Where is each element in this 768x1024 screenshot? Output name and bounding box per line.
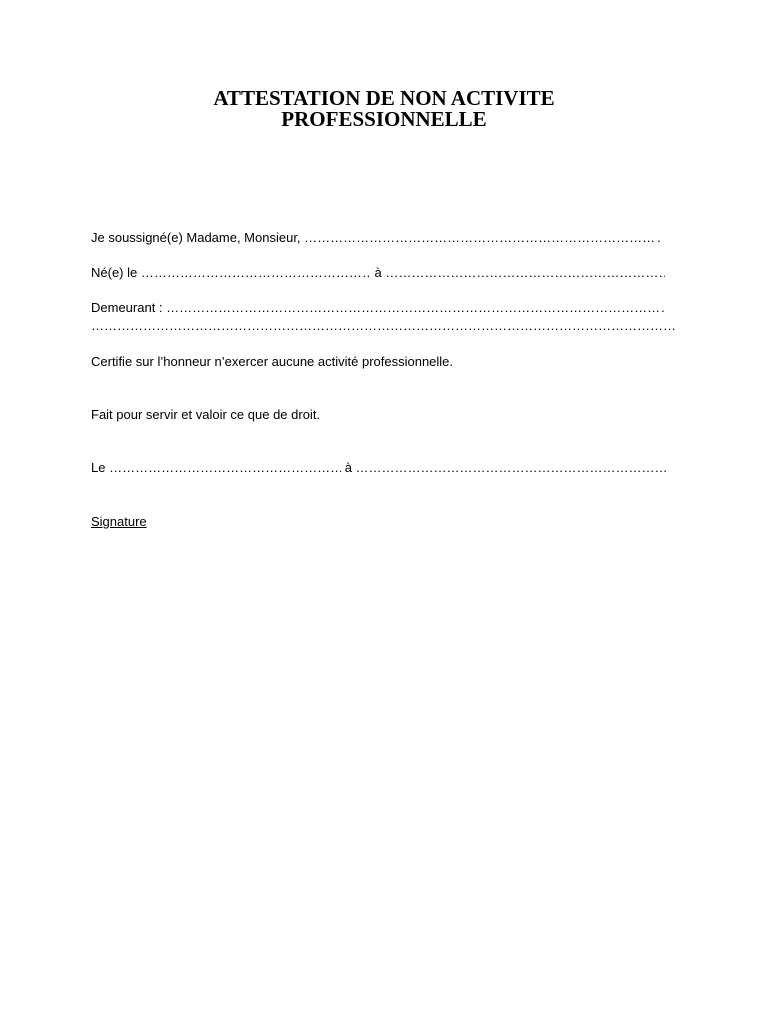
date-label: Le <box>91 460 110 475</box>
signature-label: Signature <box>91 514 147 529</box>
address-fill-dots-2 <box>91 317 676 335</box>
name-label: Je soussigné(e) Madame, Monsieur, <box>91 230 305 245</box>
birth-line <box>91 264 681 282</box>
address-line-1: Demeurant : ……………………………………………………………………………………………………………………………………………………………………………………………………………… . <box>91 299 681 317</box>
document-title-line-2: PROFESSIONNELLE <box>281 107 487 131</box>
birth-date-fill-dots <box>141 264 371 282</box>
signature-line <box>91 513 681 531</box>
birth-place-fill-dots <box>385 264 665 282</box>
name-fill-dots <box>304 229 657 247</box>
certification-statement: Certifie sur l’honneur n’exercer aucune activité professionnelle. <box>91 354 454 369</box>
place-fill-dots <box>356 459 668 477</box>
date-fill-dots <box>109 459 341 477</box>
document-title-line-1: ATTESTATION DE NON ACTIVITE <box>213 86 555 110</box>
address-line-2 <box>91 317 681 335</box>
closing-statement: Fait pour servir et valoir ce que de droit. <box>91 407 321 422</box>
date-place-line <box>91 459 681 477</box>
name-line: Je soussigné(e) Madame, Monsieur, ……………………………………………………………………………………………………………………………………………………………………………………………………………… . <box>91 229 681 247</box>
birth-place-label: à <box>370 265 386 280</box>
birth-date-label: Né(e) le <box>91 265 141 280</box>
address-label: Demeurant : <box>91 300 167 315</box>
address-fill-dots-1 <box>166 299 661 317</box>
place-label: à <box>341 460 356 475</box>
